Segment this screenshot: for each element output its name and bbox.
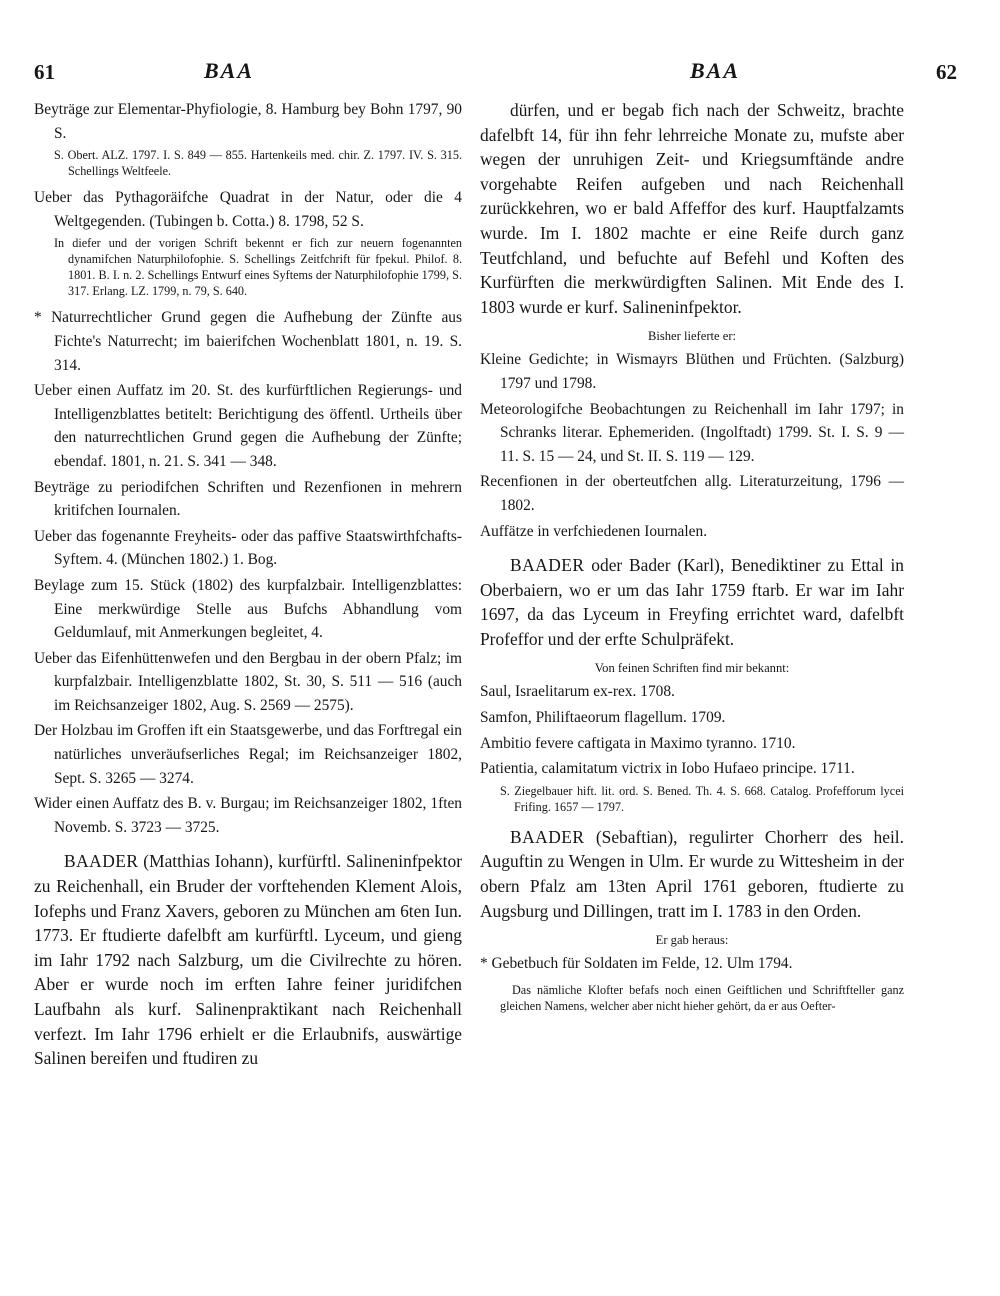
left-bibliography-list xyxy=(34,98,462,839)
section-subheading: Von feinen Schriften find mir bekannt: xyxy=(594,661,790,676)
bibliography-entry: * Naturrechtlicher Grund gegen die Aufhebung der Zünfte aus Fichte's Naturrecht; im baierifchen Wochenblatt 1801, n. 19. S. 314. xyxy=(34,309,462,374)
bibliography-entry: Ueber das Eifenhüttenwefen und den Bergbau in der obern Pfalz; im kurpfalzbair. Intelligenzblatte 1802, St. 30, S. 511 — 516 (auch im Reichsanzeiger 1802, Aug. S. 2569 — 2575). xyxy=(34,649,462,714)
section-subheading: Bisher lieferte er: xyxy=(647,329,737,344)
bibliography-entry: Saul, Israelitarum ex-rex. 1708. xyxy=(480,683,675,701)
bibliography-entry: Patientia, calamitatum victrix in Iobo Hufaeo principe. 1711. xyxy=(480,760,855,778)
bibliography-entry: Ueber das fogenannte Freyheits- oder das paffive Staatswirthfchafts-Syftem. 4. (München 1802.) 1. Bog. xyxy=(34,527,462,569)
biography-matthias-johann xyxy=(34,849,462,1070)
bibliography-entry: Beylage zum 15. Stück (1802) des kurpfalzbair. Intelligenzblattes: Eine merkwürdige Stelle aus Bufchs Abhandlung vom Geldumlauf, mit Anmerkungen begleitet, 4. xyxy=(34,576,462,642)
right-bibliography-list-3 xyxy=(480,952,904,976)
right-page-number: 62 xyxy=(936,60,957,84)
left-column xyxy=(34,98,462,1079)
biography-text: (Matthias Iohann), kurfürftl. Salineninfpektor zu Reichenhall, ein Bruder der vorftehenden Klement Alois, Iofephs und Franz Xavers, geboren zu München am 6ten Iun. 1773. Er ftudierte dafelbft am kurfürftl. Lyceum, und gieng im Iahr 1792 nach Salzburg, um die Civilrechte zu hören. Aber er wurde noch im erften Iahre feiner juridifchen Laufbahn als kurf. Salinenpraktikant nach Reichenhall verfezt. Im Iahr 1796 erhielt er die Erlaubnifs, auswärtige Salinen bereifen und ftudiren zu xyxy=(34,851,462,1069)
biography-name: BAADER xyxy=(64,851,139,872)
left-running-head: BAA xyxy=(204,58,255,83)
bibliography-entry: Kleine Gedichte; in Wismayrs Blüthen und Früchten. (Salzburg) 1797 und 1798. xyxy=(480,351,904,392)
bibliography-entry: Der Holzbau im Groffen ift ein Staatsgewerbe, und das Forftregal ein natürliches unveräufserliches Regal; im Reichsanzeiger 1802, Sept. S. 3265 — 3274. xyxy=(34,722,462,787)
bibliography-note: S. Ziegelbauer hift. lit. ord. S. Bened. Th. 4. S. 668. Catalog. Profefforum lycei Frifing. 1657 — 1797. xyxy=(500,783,904,814)
bibliography-entry: Meteorologifche Beobachtungen zu Reichenhall im Iahr 1797; in Schranks literar. Ephemeriden. (Ingolftadt) 1799. St. I. S. 9 — 11. S. 15 — 24, und St. II. S. 119 — 129. xyxy=(480,400,904,465)
bibliography-entry: Ueber einen Auffatz im 20. St. des kurfürftlichen Regierungs- und Intelligenzblattes betitelt: Berichtigung des öffentl. Urtheils über den naturrechtlichen Grund gegen die Aufhebung der Zünfte; ebendaf. 1801, n. 21. S. 341 — 348. xyxy=(34,382,462,470)
biography-name: BAADER xyxy=(510,555,585,576)
biography-name: BAADER xyxy=(510,826,585,847)
left-page-number: 61 xyxy=(34,60,55,84)
bibliography-entry: * Gebetbuch für Soldaten im Felde, 12. Ulm 1794. xyxy=(480,955,793,973)
biography-text: (Sebaftian), regulirter Chorherr des heil. Auguftin zu Wengen in Ulm. Er wurde zu Wittesheim in der obern Pfalz am 13ten April 1761 geboren, ftudierte zu Augsburg und Dillingen, tratt im I. 1783 in den Orden. xyxy=(480,826,904,921)
right-column xyxy=(480,98,904,1014)
bibliography-entry: Ambitio fevere caftigata in Maximo tyranno. 1710. xyxy=(480,734,796,752)
section-subheading: Er gab heraus: xyxy=(655,933,729,948)
footnote: Das nämliche Klofter befafs noch einen Geiftlichen und Schriftfteller ganz gleichen Namens, welcher aber nicht hieher gehört, da er aus Oefter- xyxy=(500,982,904,1013)
biography-sebastian xyxy=(480,825,904,923)
bibliography-entry: Recenfionen in der oberteutfchen allg. Literaturzeitung, 1796 — 1802. xyxy=(480,473,904,514)
right-bibliography-list-2 xyxy=(480,680,904,814)
bibliography-entry: Ueber das Pythagoräifche Quadrat in der Natur, oder die 4 Weltgegenden. (Tubingen b. Cotta.) 8. 1798, 52 S. xyxy=(34,189,462,230)
biography-continuation: dürfen, und er begab fich nach der Schweitz, brachte dafelbft 14, für ihn fehr lehrreiche Monate zu, mufste aber wegen der unruhigen Zeit- und Kriegsumftände andre vorgehabte Reifen aufgeben und nach Reichenhall zurückkehren, wo er bald Affeffor des kurf. Hauptfalzamts wurde. Im I. 1802 machte er eine Reife durch ganz Teutfchland, und befuchte auf Befehl und Koften des Kurfürften die merkwürdigften Salinen. Mit Ende des I. 1803 wurde er kurf. Salineninfpektor. xyxy=(480,100,904,317)
biography-karl xyxy=(480,553,904,651)
right-bibliography-list-1 xyxy=(480,348,904,543)
biography-text: oder Bader (Karl), Benediktiner zu Ettal in Oberbaiern, wo er um das Iahr 1759 ftarb. Er war im Iahr 1697, da das Lyceum in Freyfing errichtet ward, dafelbft Profeffor und der erfte Schulpräfekt. xyxy=(480,555,904,649)
bibliography-entry: Beyträge zur Elementar-Phyfiologie, 8. Hamburg bey Bohn 1797, 90 S. xyxy=(34,101,462,142)
right-running-head: BAA xyxy=(690,58,741,83)
bibliography-entry: Beyträge zu periodifchen Schriften und Rezenfionen in mehrern kritifchen Iournalen. xyxy=(34,478,462,520)
bibliography-note: S. Obert. ALZ. 1797. I. S. 849 — 855. Hartenkeils med. chir. Z. 1797. IV. S. 315. Schellings Weltfeele. xyxy=(54,148,462,179)
bibliography-entry: Auffätze in verfchiedenen Iournalen. xyxy=(480,522,708,540)
bibliography-note: In diefer und der vorigen Schrift bekennt er fich zur neuern fogenannten dynamifchen Naturphilofophie. S. Schellings Zeitfchrift für fpekul. Philof. 8. 1801. B. I. n. 2. Schellings Entwurf eines Syftems der Naturphilofophie 1799, S. 317. Erlang. LZ. 1799, n. 79, S. 640. xyxy=(54,236,462,299)
bibliography-entry: Samfon, Philiftaeorum flagellum. 1709. xyxy=(480,709,726,727)
bibliography-entry: Wider einen Auffatz des B. v. Burgau; im Reichsanzeiger 1802, 1ften Novemb. S. 3723 — 3725. xyxy=(34,795,462,836)
